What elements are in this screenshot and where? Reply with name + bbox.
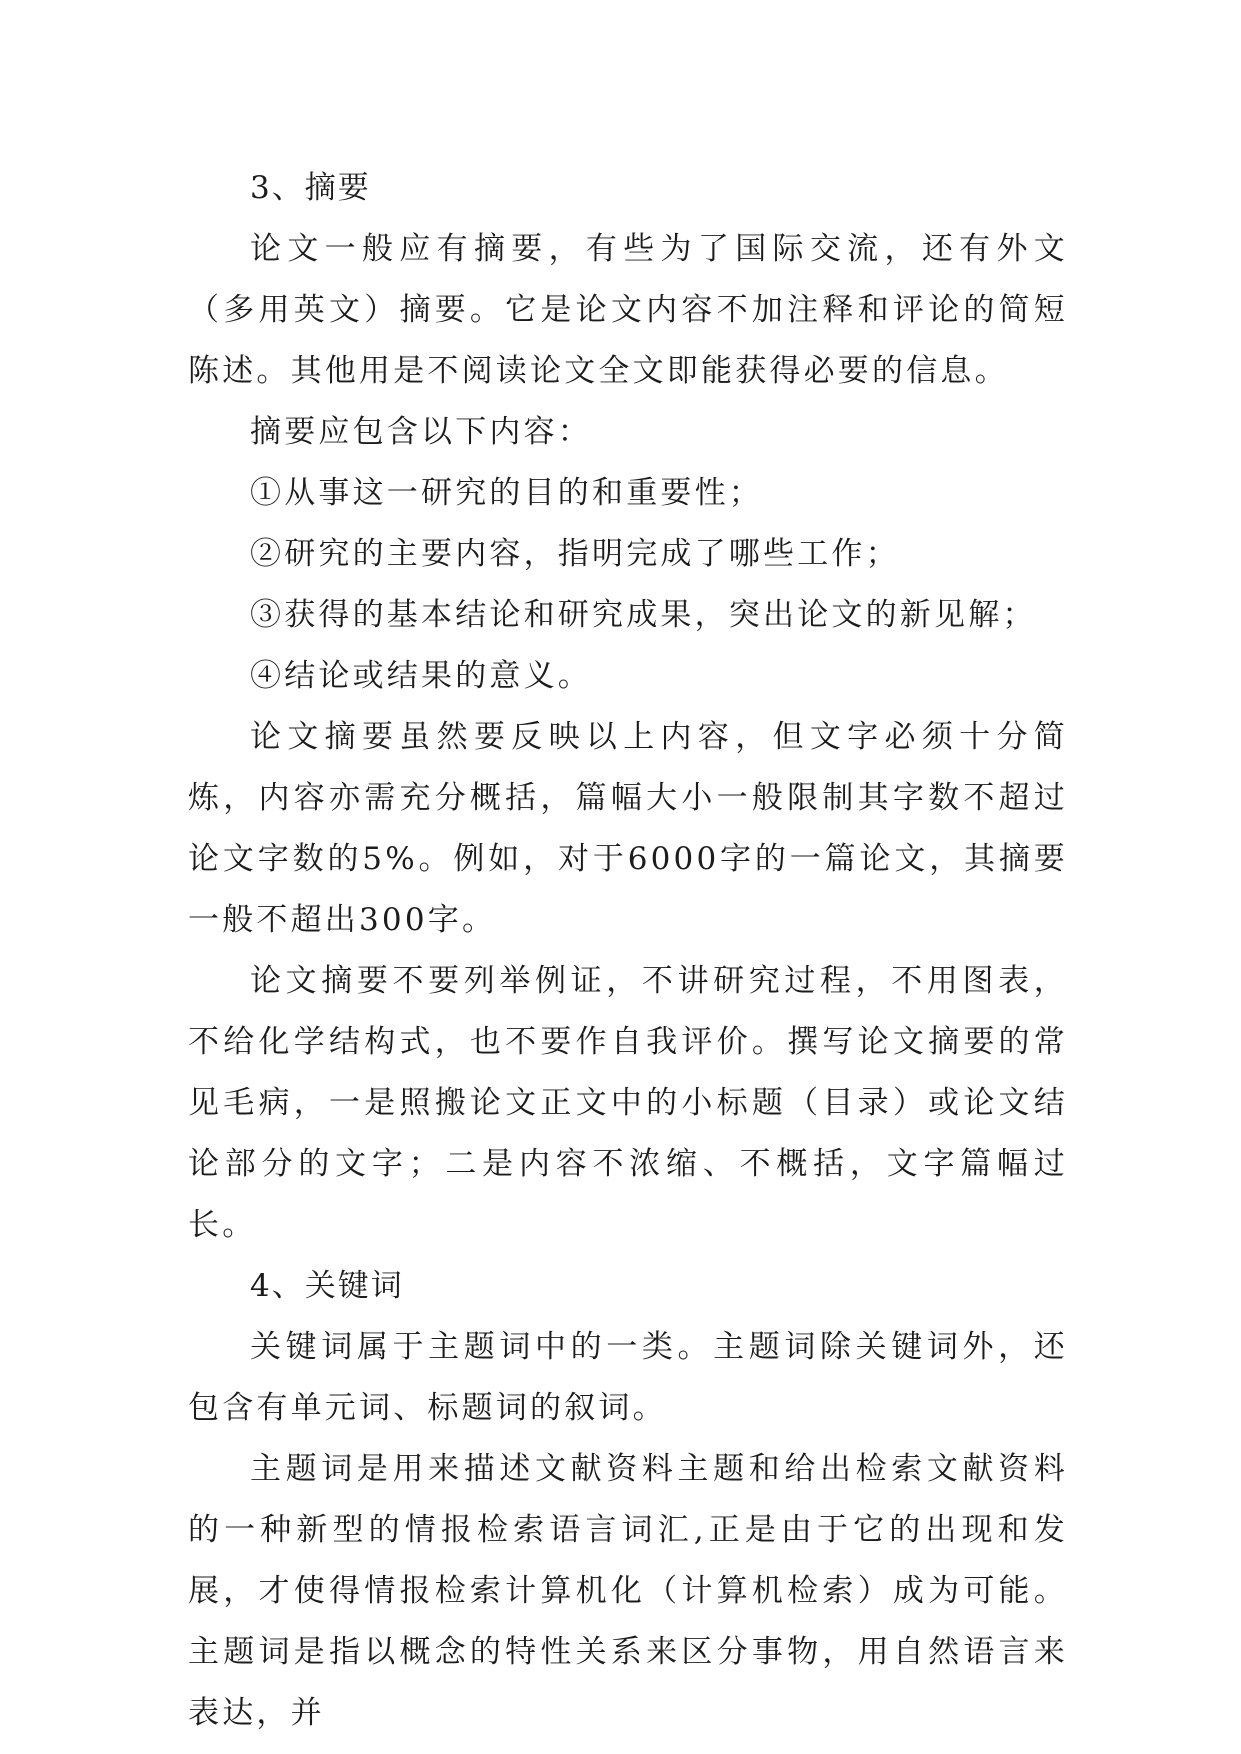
paragraph-abstract-contents-lead: 摘要应包含以下内容：	[250, 414, 592, 450]
section-heading-keywords: 4、关键词	[250, 1268, 404, 1304]
list-item-conclusions: ③获得的基本结论和研究成果，突出论文的新见解；	[250, 597, 1037, 633]
list-item-main-content: ②研究的主要内容，指明完成了哪些工作；	[250, 536, 900, 572]
document-body	[188, 158, 1068, 1744]
section-heading-abstract: 3、摘要	[250, 170, 371, 206]
paragraph-subject-terms: 主题词是用来描述文献资料主题和给出检索文献资料的一种新型的情报检索语言词汇,正是由于它的出现和发展，才使得情报检索计算机化（计算机检索）成为可能。主题词是指以概念的特性关系来区分事物，用自然语言来表达，并	[188, 1451, 1068, 1731]
paragraph-abstract-pitfalls: 论文摘要不要列举例证，不讲研究过程，不用图表，不给化学结构式，也不要作自我评价。撰写论文摘要的常见毛病，一是照搬论文正文中的小标题（目录）或论文结论部分的文字；二是内容不浓缩、不概括，文字篇幅过长。	[188, 963, 1068, 1243]
list-item-purpose: ①从事这一研究的目的和重要性；	[250, 475, 763, 511]
paragraph-abstract-length: 论文摘要虽然要反映以上内容，但文字必须十分简炼，内容亦需充分概括，篇幅大小一般限制其字数不超过论文字数的5%。例如，对于6000字的一篇论文，其摘要一般不超出300字。	[188, 719, 1068, 938]
paragraph-abstract-intro: 论文一般应有摘要，有些为了国际交流，还有外文（多用英文）摘要。它是论文内容不加注释和评论的简短陈述。其他用是不阅读论文全文即能获得必要的信息。	[188, 231, 1068, 389]
list-item-significance: ④结论或结果的意义。	[250, 658, 592, 694]
paragraph-keywords-definition: 关键词属于主题词中的一类。主题词除关键词外，还包含有单元词、标题词的叙词。	[188, 1329, 1068, 1426]
